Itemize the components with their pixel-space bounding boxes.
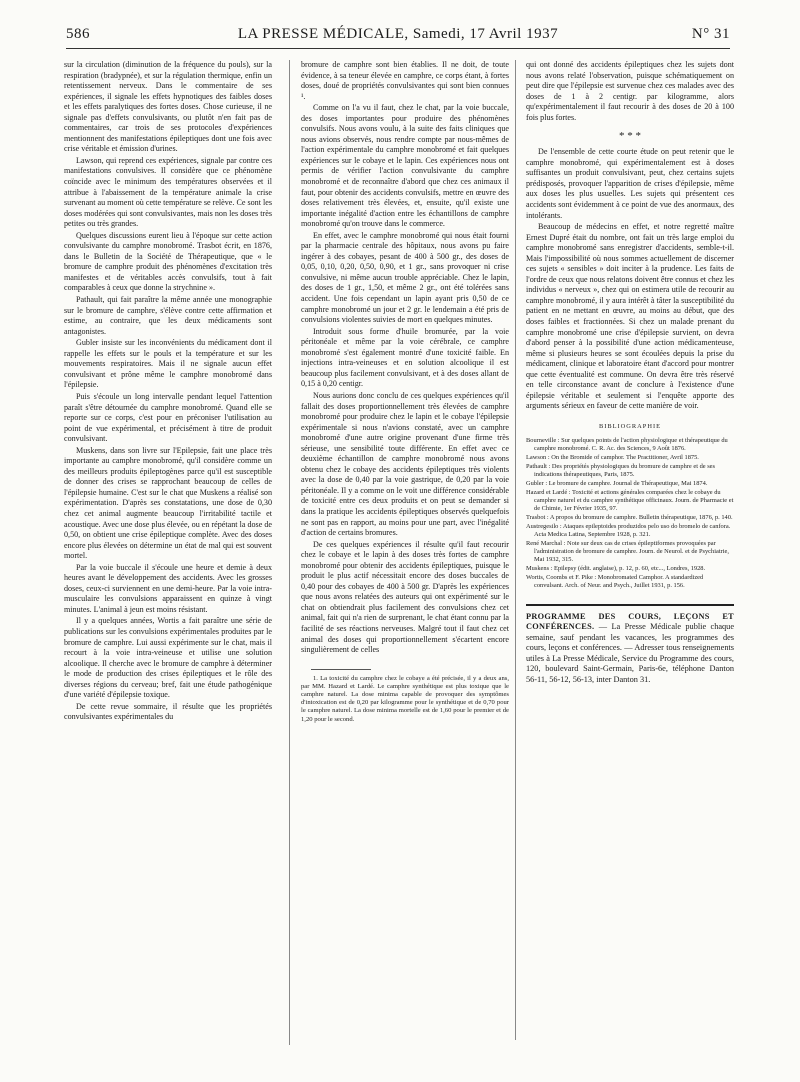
bibliography-entry: Pathault : Des propriétés physiologiques du bromure de camphre et de ses indications thérapeutiques, Paris, 1875.	[526, 462, 716, 478]
notice-body: — La Presse Médicale publie chaque semaine, sauf pendant les vacances, les programmes des cours, leçons et conférences. — Adresser tous renseignements utiles à La Presse Médicale, Service du Programme des cours, 120, boulevard Saint-Germain, Paris-6e, téléphone Danton 56-11, 56-12, 56-13, inter Danton 31.	[526, 622, 735, 685]
paragraph: Puis s'écoule un long intervalle pendant lequel l'attention paraît s'être détournée du camphre monobromé. Quand elle se reporte sur ce corps, c'est pour en préconiser l'utilisation au point de vue expérimental, et précisément à titre de produit convulsivant.	[64, 391, 272, 444]
paragraph: De ces quelques expériences il résulte qu'il faut recourir chez le cobaye et le lapin à des doses très fortes de camphre monobromé pour obtenir des accidents épileptiques, puisque le produit le plus actif nécessitait encore des doses buccales de 0,40 pour des cobayes de 400 à 500 gr. D'après les expériences que nous avons relatées des auteurs qui ont expérimenté sur le chat on obtiendrait plus facilement des convulsions chez cet animal, fait qui n'a rien de surprenant, le chat étant connu par la facilité de ses réactions nerveuses. Malgré tout il faut chez cet animal des doses qui proportionnellement s'écartent encore singulièrement de celles	[301, 539, 509, 655]
bibliography-entry: Wortis, Coombs et F. Pike : Monobromated Camphor. A standardized convulsant. Arch. of Neur. and Psych., Juillet 1931, p. 156.	[526, 573, 704, 589]
issue-number: N° 31	[691, 26, 730, 42]
bibliography-entry: René Marchal : Note sur deux cas de crises épileptiformes provoquées par l'administration de bromure de camphre. Journ. de Neurol. et de Psychiatrie, Mai 1932, 315.	[526, 539, 729, 563]
footnote-divider	[311, 669, 371, 670]
paragraph: Pathault, qui fait paraître la même année une monographie sur le bromure de camphre, s'élève contre cette affirmation et estime, au contraire, que les deux médicaments sont antagonistes.	[64, 295, 272, 336]
page-header	[66, 22, 730, 49]
bibliography-entry: Hazard et Lardé : Toxicité et actions générales comparées chez le cobaye du camphre naturel et du camphre synthétique officinaux. Journ. de Pharmacie et de Chimie, 1er Février 1935, 97.	[526, 488, 734, 512]
paragraph: bromure de camphre sont bien établies. Il ne doit, de toute évidence, à sa teneur élevée en camphre, ce corps étant, à fortes doses, doué de propriétés convulsivantes qui sont bien connues ¹.	[301, 60, 509, 101]
paragraph: Gubler insiste sur les inconvénients du médicament dont il rappelle les effets sur le pouls et la température et sur les mouvements respiratoires. Mais il ne signale aucun effet convulsivant et prône même le camphre monobromé dans l'épilepsie.	[64, 338, 272, 390]
paragraph: Comme on l'a vu il faut, chez le chat, par la voie buccale, des doses importantes pour produire des phénomènes convulsifs. Nous avons voulu, à la suite des faits cliniques que nous avions observés, nous rendre compte par nous-mêmes de l'action expérimentale du camphre monobromé et fait quelques expériences sur le cobaye et le lapin. Ces expériences nous ont permis de vérifier l'action convulsivante du camphre monobromé et de reconnaître d'abord que chez ces animaux il faut, pour obtenir des accidents convulsifs, mettre en œuvre des doses relativement très élevées, et, ensuite, qu'il existe une importante inégalité d'action entre les échantillons de camphre monobromé qu'on trouve dans le commerce.	[301, 103, 509, 229]
paragraph: En effet, avec le camphre monobromé qui nous était fourni par la pharmacie centrale des hôpitaux, nous avons pu faire ingérer à des cobayes, pesant de 400 à 500 gr., des doses de 0,05, 0,10, 0,20, 0,50, 0,90, et 1 gr., sans provoquer ni crise convulsive, ni même aucun trouble appréciable. Chez le lapin, des doses de 1 gr., 1,50, et même 2 gr., ont été tolérées sans accident. Une fois cependant un lapin ayant pris 0,50 de ce camphre monobromé un jour et 2 gr. le lendemain a été pris de convulsions violentes suivies de mort en quelques minutes.	[301, 230, 509, 325]
footnote: 1. La toxicité du camphre chez le cobaye a été précisée, il y a deux ans, par MM. Hazard et Lardé. Le camphre synthétique est plus toxique que le camphre naturel. La dose minima capable de provoquer des symptômes d'intoxication est de 0,20 par kilogramme pour le synthétique et de 0,70 pour le camphre naturel. La dose minima mortelle est de 1,60 pour le premier et de 1,20 pour le second.	[301, 674, 509, 723]
bibliography-entry: Austregesilo : Ataques epileptoides produzidos pelo uso do bromelo de canfora. Acta Medica Latina, Septembre 1928, p. 321.	[526, 522, 731, 538]
paragraph: Introduit sous forme d'huile bromurée, par la voie péritonéale et même par la voie cérébrale, ce camphre monobromé s'est également montré d'une toxicité faible. En injections intra-veineuses et en solution alcoolique il est beaucoup plus facilement convulsivant, et à des doses allant de 0,15 à 0,20 centigr.	[301, 326, 509, 389]
paragraph: Lawson, qui reprend ces expériences, signale par contre ces manifestations convulsives. Il considère que ce phénomène coïncide avec le minimum des températures observées et il attribue à l'abaissement de la température animale la crise survenant au moment où cette température se relève. Ce sont les doses modérées qui sont convulsivantes, mais non les doses très petites ou très grandes.	[64, 155, 272, 229]
bibliography-entry: Bourneville : Sur quelques points de l'action physiologique et thérapeutique du camphre monobromé. C. R. Ac. des Sciences, 9 Août 1876.	[526, 436, 728, 452]
page-number: 586	[66, 26, 90, 42]
journal-title: LA PRESSE MÉDICALE, Samedi, 17 Avril 1937	[237, 26, 559, 42]
paragraph: Beaucoup de médecins en effet, et notre regretté maître Ernest Dupré était du nombre, ont fait un très large emploi du camphre monobromé sans enregistrer d'accidents, semble-t-il. Mais l'impossibilité où nous sommes actuellement de discerner ces sujets « sensibles » doit inciter à la prudence. Les faits de l'ordre de ceux que nous relatons doivent être connus et chez les individus « nerveux », chez qui on estimera utile de recourir au camphre monobromé, il y aura intérêt à tâter la susceptibilité du patient en ne mettant en œuvre, au moins au début, que des doses faibles et fractionnées. Si chez un malade prenant du camphre monobromé une crise d'épilepsie survient, on devra d'abord penser à la possibilité d'une action médicamenteuse, même si plusieurs heures se sont écoulées depuis la prise du médicament, clinique et laboratoire étant d'accord pour montrer que cette éventualité est commune. On devra être très réservé en telle circonstance avant de conclure à l'existence d'une épilepsie véritable et seulement si l'enquête apporte des arguments sérieux en faveur de cette manière de voir.	[526, 222, 734, 411]
column-2	[301, 60, 509, 725]
paragraph: Par la voie buccale il s'écoule une heure et demie à deux heures avant le développement des accidents. Avec les grosses doses, ceux-ci surviennent en une demi-heure. Par la voie intra-musculaire les convulsions apparaissent en quinze à vingt minutes. L'animal à jeun est moins résistant.	[64, 562, 272, 614]
notice-title: PROGRAMME DES COURS, LEÇONS ET CONFÉRENCES.	[526, 611, 734, 632]
bibliography-entry: Trasbot : A propos du bromure de camphre. Bulletin thérapeutique, 1876, p. 140.	[526, 513, 733, 521]
paragraph: Nous aurions donc conclu de ces quelques expériences qu'il fallait des doses proportionnellement très élevées de camphre monobromé pour produire chez le lapin et le cobaye l'épilepsie expérimentale si nous n'avions constaté, avec un camphre monobromé d'une autre origine provenant d'une firme très sérieuse, une sensibilité toute différente. En effet avec ce deuxième échantillon de camphre monobromé nous avons obtenu chez le cobaye des accidents épileptiques très violents avec la dose de 0,40 par la voie gastrique, de 0,20 par la voie péritonéale. Il y a comme on le voit une différence considérable de toxicité entre ces deux produits et on peut se demander si dans la pratique les accidents épileptiques observés quelquefois ne sont pas en rapport, au moins pour une part, avec l'inégalité d'action de certains bromures.	[301, 390, 509, 538]
paragraph: sur la circulation (diminution de la fréquence du pouls), sur la respiration (bradypnée), et sur la régulation thermique, enfin un retentissement nerveux. Dans le commentaire de ses expériences, il signale les effets hypnotiques des faibles doses et les effets paralytiques des fortes doses. Chose curieuse, il ne signale pas d'effets convulsivants, ou plutôt n'en fait pas de commentaires, car trois de ses protocoles d'expériences mentionnent des manifestations épileptiques dont une fois avec crise véritable et émission d'urines.	[64, 60, 272, 154]
column-1	[64, 60, 272, 724]
column-3	[526, 60, 734, 686]
bibliography-entry: Gubler : Le bromure de camphre. Journal de Thérapeutique, Mai 1874.	[526, 479, 708, 487]
bibliography-entry: Lawson : On the Bromide of camphor. The Practitioner, Avril 1875.	[526, 453, 699, 461]
paragraph: qui ont donné des accidents épileptiques chez les sujets dont nous avons relaté l'observation, puisque schématiquement on peut dire que l'épilepsie est survenue chez ces malades avec des doses de 1 à 2 centigr. par kilogramme, alors qu'expérimentalement il faut recourir à des doses de 20 à 100 fois plus fortes.	[526, 60, 734, 122]
paragraph: De cette revue sommaire, il résulte que les propriétés convulsivantes expérimentales du	[64, 701, 272, 722]
paragraph: De l'ensemble de cette courte étude on peut retenir que le camphre monobromé, qui expérimentalement est à doses suffisantes un produit convulsivant, peut, chez certains sujets prédisposés, provoquer l'apparition de crises d'épilepsie, même aux doses les plus usuelles. Les sujets qui présentent ces accidents sont évidemment à ce point de vue des anormaux, des intolérants.	[526, 147, 734, 220]
paragraph: Muskens, dans son livre sur l'Epilepsie, fait une place très importante au camphre monobromé, qu'il considère comme un des meilleurs produits épileptogènes parce qu'il est susceptible de donner des crises se rapprochant beaucoup de celles de l'épilepsie humaine. C'est sur le chat que Muskens a réalisé son expérimentation. D'après ses constatations, une dose de 0,30 chez cet animal augmente beaucoup l'irritabilité tactile et acoustique. Avec une dose plus élevée, ou en répétant la dose de 0,50, on obtient une crise épileptique complète. Avec des doses encore plus élevées on détermine un état de mal qui est souvent mortel.	[64, 445, 272, 561]
bibliography-entry: Muskens : Epilepsy (édit. anglaise), p. 12, p. 60, etc..., Londres, 1928.	[526, 564, 706, 572]
course-program-notice	[526, 604, 734, 686]
paragraph: Il y a quelques années, Wortis a fait paraître une série de publications sur les convulsions expérimentales produites par le bromure de camphre. Lui aussi expérimente sur le chat, mais il recourt à la voie intra-veineuse et utilise une solution alcoolique. Il cherche avec le bromure de camphre à déterminer le mode de production des crises épileptiques et le rôle des diverses régions du cerveau; bref, fait une étude pathogénique d'une variété d'épilepsie toxique.	[64, 616, 272, 700]
bibliography-heading: BIBLIOGRAPHIE	[599, 422, 661, 430]
section-stars: * * *	[619, 130, 641, 143]
paragraph: Quelques discussions eurent lieu à l'époque sur cette action convulsivante du camphre monobromé. Trasbot écrit, en 1876, dans le Bulletin de la Société de Thérapeutique, que « le bromure de camphre produit des phénomènes d'excitation très manifestes et de véritables accès convulsifs, tout à fait comparables à ceux que donne la strychnine ».	[64, 230, 272, 293]
